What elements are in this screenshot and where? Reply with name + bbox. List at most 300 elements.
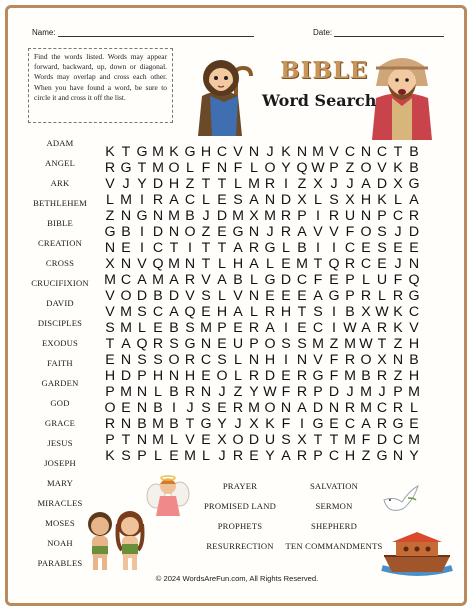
grid-letter[interactable]: M (408, 384, 420, 400)
grid-letter[interactable]: M (360, 384, 372, 400)
grid-letter[interactable]: R (376, 368, 388, 384)
grid-letter[interactable]: P (313, 448, 323, 464)
grid-letter[interactable]: F (393, 272, 403, 288)
grid-letter[interactable]: S (281, 432, 291, 448)
grid-letter[interactable]: C (328, 448, 340, 464)
grid-letter[interactable]: T (217, 176, 227, 192)
grid-letter[interactable]: C (120, 272, 132, 288)
grid-letter[interactable]: N (392, 352, 404, 368)
grid-letter[interactable]: V (201, 272, 211, 288)
grid-letter[interactable]: O (360, 224, 372, 240)
grid-letter[interactable]: S (137, 304, 147, 320)
grid-letter[interactable]: G (312, 416, 324, 432)
grid-letter[interactable]: D (216, 208, 228, 224)
grid-letter[interactable]: R (184, 384, 196, 400)
grid-letter[interactable]: Z (393, 368, 403, 384)
grid-letter[interactable]: P (105, 384, 115, 400)
grid-letter[interactable]: D (248, 432, 260, 448)
grid-letter[interactable]: M (360, 400, 372, 416)
grid-letter[interactable]: S (329, 192, 339, 208)
grid-letter[interactable]: N (120, 352, 132, 368)
grid-letter[interactable]: H (360, 192, 372, 208)
grid-letter[interactable]: C (344, 240, 356, 256)
grid-letter[interactable]: G (120, 160, 132, 176)
grid-letter[interactable]: O (264, 160, 276, 176)
grid-letter[interactable]: S (233, 192, 243, 208)
grid-letter[interactable]: L (314, 192, 322, 208)
grid-letter[interactable]: N (248, 288, 260, 304)
grid-letter[interactable]: Y (281, 160, 291, 176)
grid-letter[interactable]: A (217, 272, 227, 288)
grid-letter[interactable]: P (313, 384, 323, 400)
grid-letter[interactable]: O (360, 160, 372, 176)
grid-letter[interactable]: W (375, 304, 389, 320)
grid-letter[interactable]: E (121, 240, 131, 256)
grid-letter[interactable]: R (104, 416, 116, 432)
grid-letter[interactable]: E (201, 432, 211, 448)
grid-letter[interactable]: C (200, 352, 212, 368)
grid-letter[interactable]: V (329, 144, 339, 160)
grid-letter[interactable]: D (152, 224, 164, 240)
grid-letter[interactable]: N (104, 240, 116, 256)
grid-letter[interactable]: G (184, 144, 196, 160)
grid-letter[interactable]: O (360, 352, 372, 368)
grid-letter[interactable]: Z (393, 336, 403, 352)
grid-letter[interactable]: A (249, 192, 259, 208)
grid-letter[interactable]: L (170, 432, 178, 448)
grid-letter[interactable]: R (184, 352, 196, 368)
grid-letter[interactable]: Z (185, 176, 195, 192)
grid-letter[interactable]: M (152, 160, 164, 176)
grid-letter[interactable]: E (329, 416, 339, 432)
grid-letter[interactable]: N (408, 256, 420, 272)
grid-letter[interactable]: S (121, 448, 131, 464)
grid-letter[interactable]: E (393, 240, 403, 256)
grid-letter[interactable]: N (296, 144, 308, 160)
grid-letter[interactable]: S (137, 352, 147, 368)
date-line[interactable] (334, 28, 444, 37)
grid-letter[interactable]: J (218, 384, 226, 400)
grid-letter[interactable]: G (376, 448, 388, 464)
grid-letter[interactable]: N (168, 368, 180, 384)
grid-letter[interactable]: D (328, 384, 340, 400)
grid-letter[interactable]: I (316, 208, 320, 224)
grid-letter[interactable]: Z (233, 384, 243, 400)
grid-letter[interactable]: I (332, 304, 336, 320)
grid-letter[interactable]: D (312, 400, 324, 416)
grid-letter[interactable]: G (264, 240, 276, 256)
grid-letter[interactable]: G (408, 288, 420, 304)
grid-letter[interactable]: D (152, 176, 164, 192)
grid-letter[interactable]: C (152, 240, 164, 256)
grid-letter[interactable]: T (313, 432, 323, 448)
grid-letter[interactable]: C (360, 256, 372, 272)
grid-letter[interactable]: A (361, 176, 371, 192)
grid-letter[interactable]: R (392, 400, 404, 416)
grid-letter[interactable]: N (120, 208, 132, 224)
grid-letter[interactable]: N (248, 144, 260, 160)
grid-letter[interactable]: V (313, 352, 323, 368)
grid-letter[interactable]: F (313, 272, 323, 288)
grid-letter[interactable]: Q (408, 272, 420, 288)
grid-letter[interactable]: P (345, 272, 355, 288)
grid-letter[interactable]: E (329, 272, 339, 288)
grid-letter[interactable]: T (169, 240, 179, 256)
grid-letter[interactable]: O (168, 352, 180, 368)
grid-letter[interactable]: A (409, 192, 419, 208)
grid-letter[interactable]: L (106, 192, 114, 208)
grid-letter[interactable]: K (377, 192, 387, 208)
grid-letter[interactable]: E (281, 288, 291, 304)
grid-letter[interactable]: M (104, 272, 116, 288)
grid-letter[interactable]: G (408, 176, 420, 192)
grid-letter[interactable]: O (264, 336, 276, 352)
grid-letter[interactable]: L (250, 304, 258, 320)
grid-letter[interactable]: P (249, 336, 259, 352)
grid-letter[interactable]: W (311, 160, 325, 176)
grid-letter[interactable]: F (233, 160, 243, 176)
grid-letter[interactable]: G (200, 416, 212, 432)
grid-letter[interactable]: N (120, 256, 132, 272)
grid-letter[interactable]: R (344, 352, 356, 368)
grid-letter[interactable]: E (169, 448, 179, 464)
grid-letter[interactable]: A (313, 288, 323, 304)
grid-letter[interactable]: U (376, 272, 388, 288)
grid-letter[interactable]: L (394, 192, 402, 208)
grid-letter[interactable]: E (409, 240, 419, 256)
grid-letter[interactable]: S (297, 336, 307, 352)
grid-letter[interactable]: X (361, 304, 371, 320)
grid-letter[interactable]: R (248, 240, 260, 256)
grid-letter[interactable]: N (248, 352, 260, 368)
grid-letter[interactable]: R (104, 160, 116, 176)
grid-letter[interactable]: C (376, 400, 388, 416)
grid-letter[interactable]: O (216, 368, 228, 384)
grid-letter[interactable]: V (329, 224, 339, 240)
grid-letter[interactable]: V (233, 288, 243, 304)
grid-letter[interactable]: S (105, 320, 115, 336)
grid-letter[interactable]: P (345, 288, 355, 304)
grid-letter[interactable]: B (409, 144, 419, 160)
grid-letter[interactable]: M (232, 208, 244, 224)
grid-letter[interactable]: J (122, 176, 130, 192)
grid-letter[interactable]: M (312, 336, 324, 352)
grid-letter[interactable]: L (378, 288, 386, 304)
grid-letter[interactable]: N (392, 448, 404, 464)
grid-letter[interactable]: J (202, 208, 210, 224)
grid-letter[interactable]: J (346, 384, 354, 400)
grid-letter[interactable]: R (408, 208, 420, 224)
grid-letter[interactable]: M (248, 400, 260, 416)
grid-letter[interactable]: A (169, 272, 179, 288)
grid-letter[interactable]: V (105, 288, 115, 304)
grid-letter[interactable]: S (201, 288, 211, 304)
grid-letter[interactable]: D (376, 176, 388, 192)
grid-letter[interactable]: S (313, 304, 323, 320)
grid-letter[interactable]: U (264, 432, 276, 448)
grid-letter[interactable]: R (184, 272, 196, 288)
grid-letter[interactable]: N (152, 208, 164, 224)
grid-letter[interactable]: R (376, 320, 388, 336)
grid-letter[interactable]: H (104, 368, 116, 384)
grid-letter[interactable]: T (105, 336, 115, 352)
grid-letter[interactable]: F (345, 224, 355, 240)
grid-letter[interactable]: B (185, 208, 195, 224)
grid-letter[interactable]: T (217, 240, 227, 256)
grid-letter[interactable]: C (344, 416, 356, 432)
grid-letter[interactable]: R (392, 288, 404, 304)
grid-letter[interactable]: N (136, 400, 148, 416)
grid-letter[interactable]: J (378, 384, 386, 400)
grid-letter[interactable]: H (200, 144, 212, 160)
grid-letter[interactable]: I (332, 320, 336, 336)
grid-letter[interactable]: N (136, 432, 148, 448)
grid-letter[interactable]: Y (137, 176, 147, 192)
grid-letter[interactable]: T (185, 416, 195, 432)
grid-letter[interactable]: H (216, 304, 228, 320)
grid-letter[interactable]: E (105, 352, 115, 368)
grid-letter[interactable]: B (121, 224, 131, 240)
grid-letter[interactable]: I (300, 416, 304, 432)
grid-letter[interactable]: J (266, 144, 274, 160)
grid-letter[interactable]: N (184, 256, 196, 272)
grid-letter[interactable]: R (232, 400, 244, 416)
grid-letter[interactable]: B (169, 416, 179, 432)
grid-letter[interactable]: D (264, 368, 276, 384)
grid-letter[interactable]: O (104, 400, 116, 416)
grid-letter[interactable]: S (185, 320, 195, 336)
grid-letter[interactable]: G (328, 288, 340, 304)
grid-letter[interactable]: J (330, 176, 338, 192)
grid-letter[interactable]: D (376, 432, 388, 448)
grid-letter[interactable]: K (169, 144, 179, 160)
grid-letter[interactable]: R (344, 400, 356, 416)
grid-letter[interactable]: V (233, 144, 243, 160)
grid-letter[interactable]: U (344, 208, 356, 224)
grid-letter[interactable]: X (377, 352, 387, 368)
grid-letter[interactable]: I (316, 240, 320, 256)
grid-letter[interactable]: Y (249, 384, 259, 400)
grid-letter[interactable]: N (120, 416, 132, 432)
grid-letter[interactable]: T (201, 240, 211, 256)
grid-letter[interactable]: M (152, 272, 164, 288)
grid-letter[interactable]: Y (217, 416, 227, 432)
grid-letter[interactable]: Y (265, 448, 275, 464)
grid-letter[interactable]: L (234, 352, 242, 368)
grid-letter[interactable]: E (265, 288, 275, 304)
grid-letter[interactable]: C (216, 144, 228, 160)
grid-letter[interactable]: M (168, 256, 180, 272)
grid-letter[interactable]: P (393, 384, 403, 400)
name-line[interactable] (58, 28, 254, 37)
grid-letter[interactable]: P (297, 208, 307, 224)
grid-letter[interactable]: I (140, 224, 144, 240)
grid-letter[interactable]: P (329, 160, 339, 176)
grid-letter[interactable]: B (169, 320, 179, 336)
grid-letter[interactable]: W (343, 320, 357, 336)
grid-letter[interactable]: D (136, 288, 148, 304)
grid-letter[interactable]: V (185, 432, 195, 448)
grid-letter[interactable]: M (248, 176, 260, 192)
grid-letter[interactable]: L (186, 160, 194, 176)
grid-letter[interactable]: R (152, 336, 164, 352)
grid-letter[interactable]: D (408, 224, 420, 240)
grid-letter[interactable]: X (345, 192, 355, 208)
grid-letter[interactable]: V (105, 176, 115, 192)
grid-letter[interactable]: O (120, 288, 132, 304)
grid-letter[interactable]: K (265, 416, 275, 432)
grid-letter[interactable]: R (344, 256, 356, 272)
name-field[interactable] (32, 28, 254, 37)
grid-letter[interactable]: R (280, 224, 292, 240)
grid-letter[interactable]: A (361, 416, 371, 432)
grid-letter[interactable]: N (360, 144, 372, 160)
grid-letter[interactable]: I (172, 400, 176, 416)
grid-letter[interactable]: R (296, 368, 308, 384)
grid-letter[interactable]: K (393, 160, 403, 176)
grid-letter[interactable]: X (249, 208, 259, 224)
grid-letter[interactable]: R (248, 320, 260, 336)
grid-letter[interactable]: R (152, 192, 164, 208)
grid-letter[interactable]: E (217, 400, 227, 416)
grid-letter[interactable]: Q (152, 256, 164, 272)
grid-letter[interactable]: I (284, 352, 288, 368)
grid-letter[interactable]: V (377, 160, 387, 176)
grid-letter[interactable]: O (184, 224, 196, 240)
grid-letter[interactable]: B (153, 288, 163, 304)
grid-letter[interactable]: V (409, 320, 419, 336)
grid-letter[interactable]: L (234, 176, 242, 192)
grid-letter[interactable]: E (201, 304, 211, 320)
grid-letter[interactable]: H (168, 176, 180, 192)
grid-letter[interactable]: X (393, 176, 403, 192)
grid-letter[interactable]: R (296, 448, 308, 464)
grid-letter[interactable]: P (137, 368, 147, 384)
grid-letter[interactable]: X (297, 432, 307, 448)
grid-letter[interactable]: G (312, 368, 324, 384)
grid-letter[interactable]: H (184, 368, 196, 384)
grid-letter[interactable]: X (297, 192, 307, 208)
grid-letter[interactable]: F (361, 432, 371, 448)
grid-letter[interactable]: B (297, 240, 307, 256)
grid-letter[interactable]: N (280, 400, 292, 416)
grid-letter[interactable]: K (281, 144, 291, 160)
grid-letter[interactable]: N (264, 192, 276, 208)
grid-letter[interactable]: E (217, 192, 227, 208)
grid-letter[interactable]: I (284, 176, 288, 192)
grid-letter[interactable]: B (233, 272, 243, 288)
grid-letter[interactable]: K (393, 304, 403, 320)
grid-letter[interactable]: M (120, 192, 132, 208)
grid-letter[interactable]: I (332, 240, 336, 256)
grid-letter[interactable]: Z (345, 160, 355, 176)
grid-letter[interactable]: X (249, 416, 259, 432)
grid-letter[interactable]: L (218, 256, 226, 272)
grid-letter[interactable]: L (202, 448, 210, 464)
grid-letter[interactable]: E (249, 448, 259, 464)
grid-letter[interactable]: M (168, 208, 180, 224)
grid-letter[interactable]: Z (329, 336, 339, 352)
grid-letter[interactable]: Q (136, 336, 148, 352)
grid-letter[interactable]: S (201, 400, 211, 416)
grid-letter[interactable]: A (233, 240, 243, 256)
grid-letter[interactable]: P (105, 432, 115, 448)
grid-letter[interactable]: A (297, 400, 307, 416)
grid-letter[interactable]: M (120, 320, 132, 336)
grid-letter[interactable]: Y (409, 448, 419, 464)
grid-letter[interactable]: R (232, 448, 244, 464)
grid-letter[interactable]: M (152, 432, 164, 448)
grid-letter[interactable]: N (168, 224, 180, 240)
grid-letter[interactable]: L (202, 192, 210, 208)
grid-letter[interactable]: M (296, 256, 308, 272)
grid-letter[interactable]: V (313, 224, 323, 240)
grid-letter[interactable]: M (408, 432, 420, 448)
grid-letter[interactable]: E (153, 320, 163, 336)
grid-letter[interactable]: B (153, 400, 163, 416)
grid-letter[interactable]: P (137, 448, 147, 464)
grid-letter[interactable]: I (140, 192, 144, 208)
grid-letter[interactable]: F (329, 368, 339, 384)
grid-letter[interactable]: D (168, 288, 180, 304)
grid-letter[interactable]: A (233, 304, 243, 320)
grid-letter[interactable]: L (282, 240, 290, 256)
grid-letter[interactable]: B (169, 384, 179, 400)
grid-letter[interactable]: C (344, 144, 356, 160)
grid-letter[interactable]: C (296, 272, 308, 288)
grid-letter[interactable]: X (217, 432, 227, 448)
grid-letter[interactable]: Q (296, 160, 308, 176)
grid-letter[interactable]: B (409, 352, 419, 368)
grid-letter[interactable]: S (281, 336, 291, 352)
grid-letter[interactable]: H (280, 304, 292, 320)
grid-letter[interactable]: D (280, 192, 292, 208)
grid-letter[interactable]: L (250, 272, 258, 288)
grid-letter[interactable]: D (280, 272, 292, 288)
grid-letter[interactable]: L (138, 320, 146, 336)
date-field[interactable] (313, 28, 444, 37)
grid-letter[interactable]: I (284, 320, 288, 336)
grid-letter[interactable]: A (137, 272, 147, 288)
grid-letter[interactable]: S (169, 336, 179, 352)
grid-letter[interactable]: F (281, 384, 291, 400)
grid-letter[interactable]: H (152, 368, 164, 384)
grid-letter[interactable]: R (376, 416, 388, 432)
grid-letter[interactable]: E (297, 320, 307, 336)
grid-letter[interactable]: C (184, 192, 196, 208)
grid-letter[interactable]: R (328, 208, 340, 224)
grid-letter[interactable]: N (200, 384, 212, 400)
grid-letter[interactable]: R (264, 176, 276, 192)
grid-letter[interactable]: F (281, 416, 291, 432)
grid-letter[interactable]: J (234, 416, 242, 432)
grid-letter[interactable]: T (377, 336, 387, 352)
grid-letter[interactable]: S (153, 352, 163, 368)
grid-letter[interactable]: I (188, 240, 192, 256)
grid-letter[interactable]: F (329, 352, 339, 368)
grid-letter[interactable]: L (266, 256, 274, 272)
grid-letter[interactable]: L (154, 384, 162, 400)
grid-letter[interactable]: T (137, 160, 147, 176)
grid-letter[interactable]: T (393, 144, 403, 160)
grid-letter[interactable]: R (248, 368, 260, 384)
grid-letter[interactable]: M (312, 144, 324, 160)
grid-letter[interactable]: Q (184, 304, 196, 320)
grid-letter[interactable]: M (184, 448, 196, 464)
grid-letter[interactable]: R (360, 288, 372, 304)
grid-letter[interactable]: O (264, 400, 276, 416)
grid-letter[interactable]: A (169, 304, 179, 320)
